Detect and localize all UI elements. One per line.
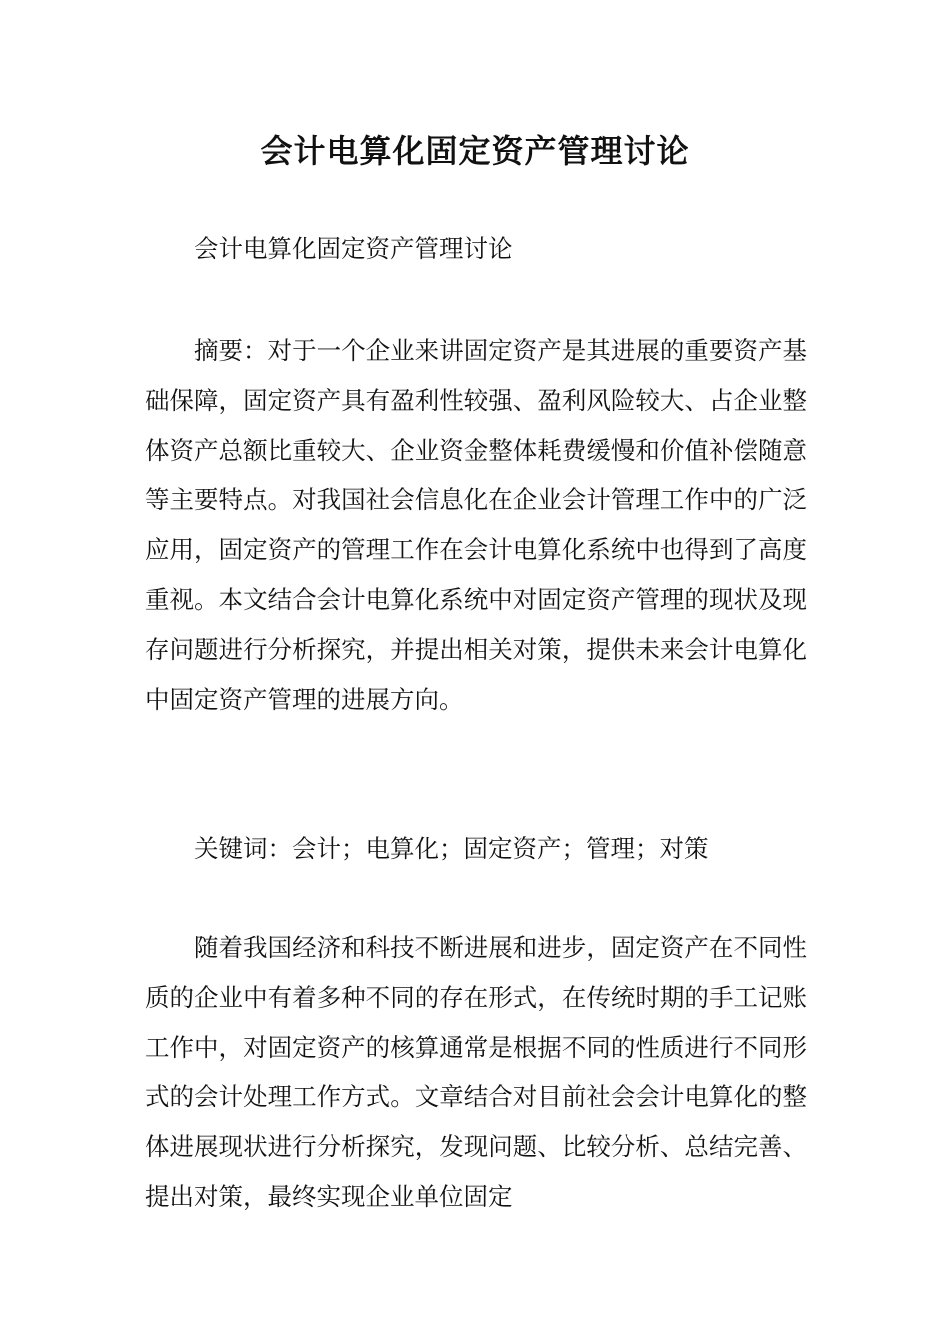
abstract-paragraph: 摘要：对于一个企业来讲固定资产是其进展的重要资产基础保障，固定资产具有盈利性较强、盈利风险较大、占企业整体资产总额比重较大、企业资金整体耗费缓慢和价值补偿随意等主要特点。对我国社会信息化在企业会计管理工作中的广泛应用，固定资产的管理工作在会计电算化系统中也得到了高度重视。本文结合会计电算化系统中对固定资产管理的现状及现存问题进行分析探究，并提出相关对策，提供未来会计电算化中固定资产管理的进展方向。 bbox=[145, 336, 807, 714]
keywords-paragraph: 关键词：会计；电算化；固定资产；管理；对策 bbox=[194, 834, 709, 863]
intro-paragraph: 随着我国经济和科技不断进展和进步，固定资产在不同性质的企业中有着多种不同的存在形式，在传统时期的手工记账工作中，对固定资产的核算通常是根据不同的性质进行不同形式的会计处理工作方式。文章结合对目前社会会计电算化的整体进展现状进行分析探究，发现问题、比较分析、总结完善、提出对策，最终实现企业单位固定 bbox=[145, 933, 807, 1211]
document-subtitle: 会计电算化固定资产管理讨论 bbox=[194, 234, 513, 263]
document-title: 会计电算化固定资产管理讨论 bbox=[260, 132, 690, 170]
